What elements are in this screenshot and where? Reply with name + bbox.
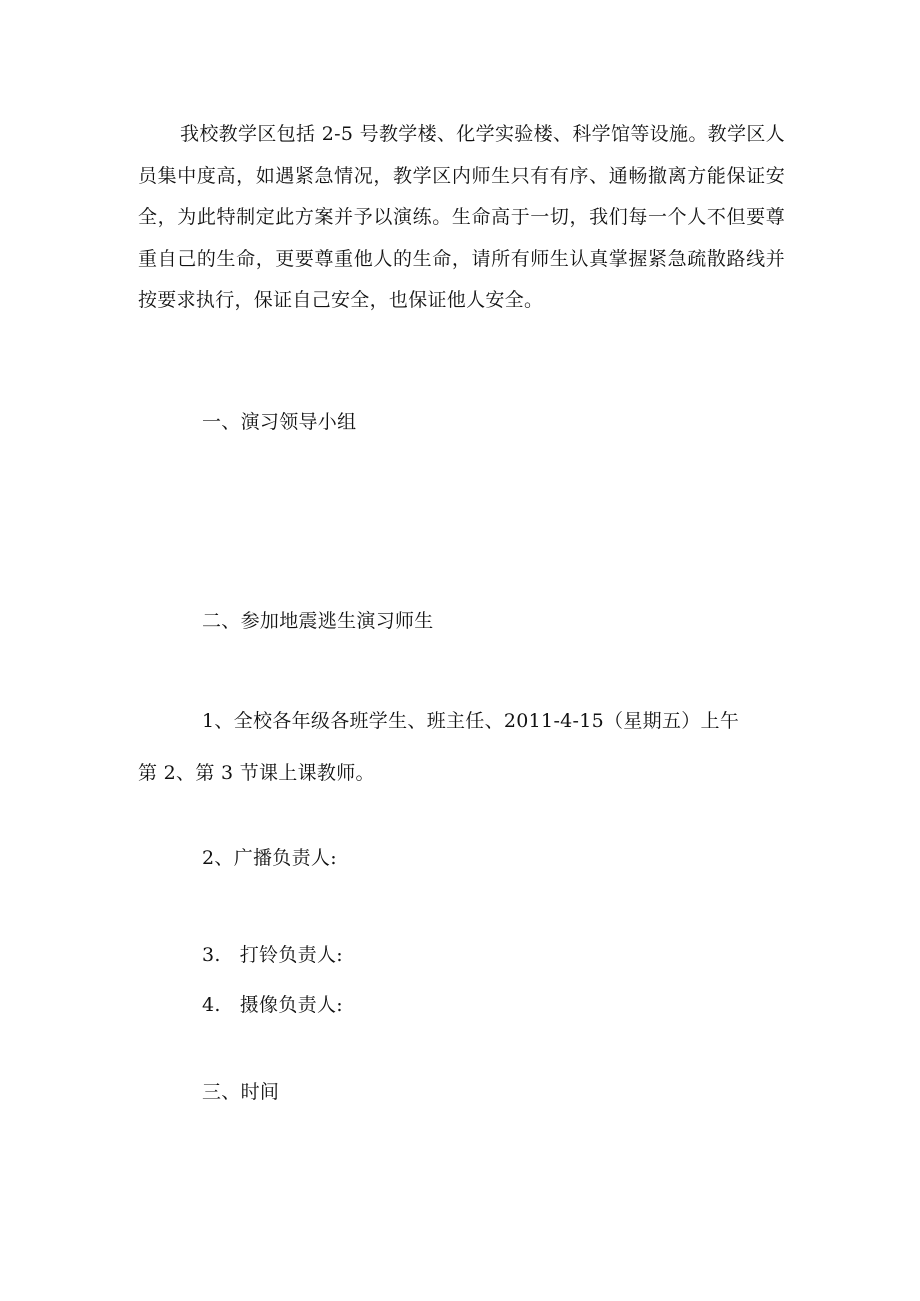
intro-paragraph: 我校教学区包括 2-5 号教学楼、化学实验楼、科学馆等设施。教学区人员集中度高，如遇紧急情况，教学区内师生只有有序、通畅撤离方能保证安全，为此特制定此方案并予以演练。生命高于一切，我们每一个人不但要尊重自己的生命，更要尊重他人的生命，请所有师生认真掌握紧急疏散路线并按要求执行，保证自己安全，也保证他人安全。 [138,123,785,311]
list-item-1-line-1: 1、全校各年级各班学生、班主任、2011-4-15（星期五）上午 [202,710,740,732]
list-item-3: 3. 打铃负责人: [202,944,343,966]
section-heading-participants: 二、参加地震逃生演习师生 [202,610,434,632]
list-item-2: 2、广播负责人: [202,847,337,869]
section-heading-time: 三、时间 [202,1081,280,1103]
section-heading-leadership: 一、演习领导小组 [202,411,357,433]
list-item-4: 4. 摄像负责人: [202,994,343,1016]
list-item-1-line-2: 第 2、第 3 节课上课教师。 [138,762,375,784]
